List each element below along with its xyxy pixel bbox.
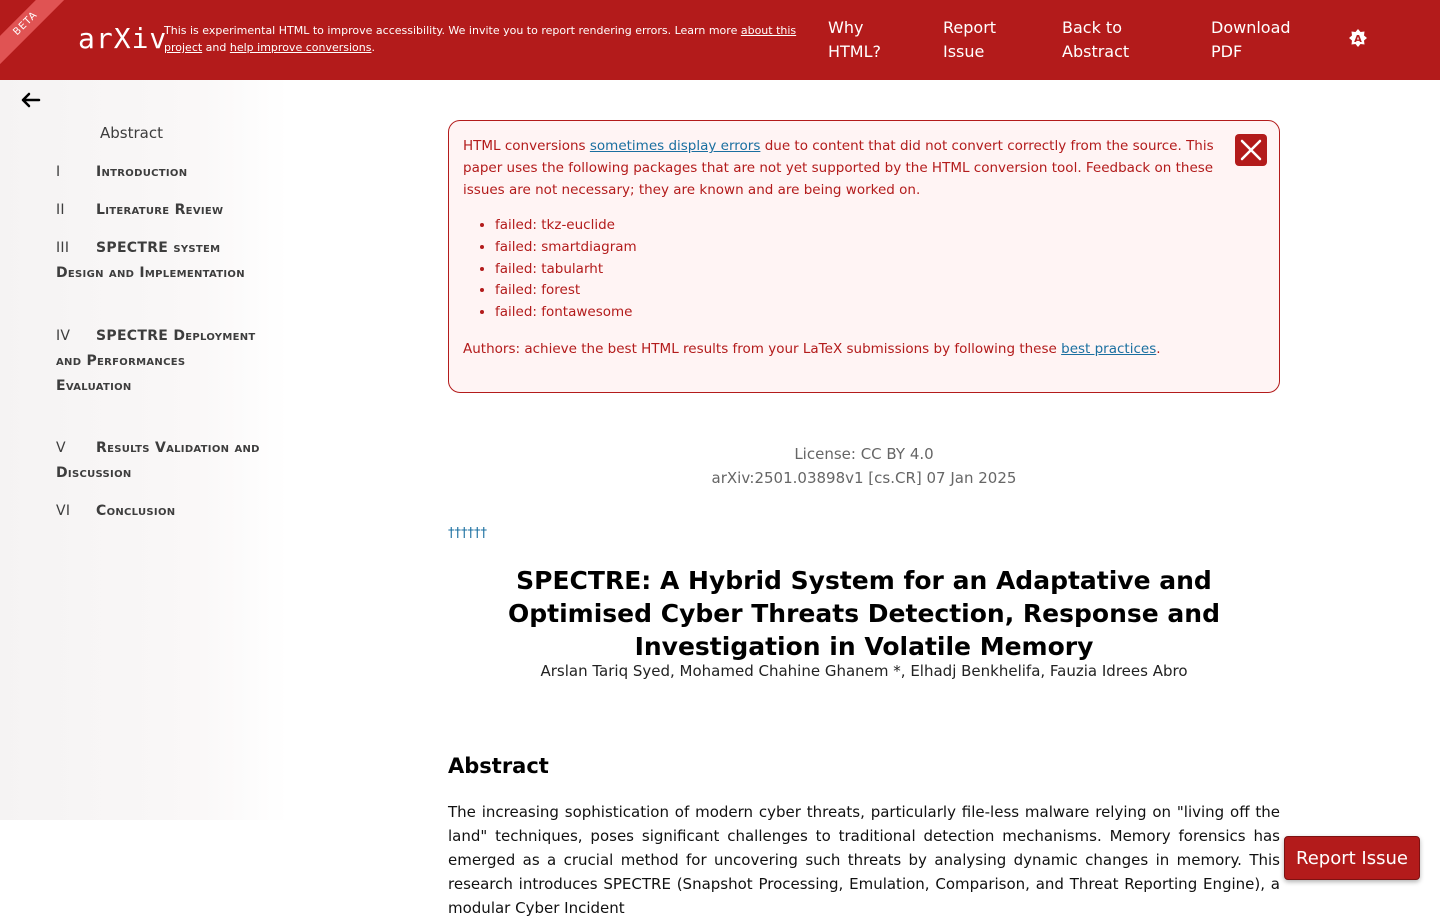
list-item: • failed: fontawesome [495,302,1265,324]
toc-item-introduction[interactable] [56,160,266,185]
list-item: • failed: smartdiagram [495,237,1265,259]
authors-advice-text: Authors: achieve the best HTML results from your LaTeX submissions by following these [463,340,1062,357]
beta-ribbon: BETA [0,0,75,73]
toc-num: VI [56,503,71,519]
toc-label: Conclusion [96,503,176,519]
notice-text-end: . [371,41,375,54]
arxiv-logo-text: arXiv [78,22,168,55]
toc-item-deployment[interactable] [56,324,266,399]
toc-label: Results Validation and Discussion [56,440,260,481]
toc-item-results[interactable] [56,436,266,486]
collapse-toc-arrow-icon[interactable] [20,90,42,110]
warning-text: HTML conversions [463,138,590,154]
footnote-marks[interactable]: †††††† [448,526,487,541]
conversion-warning-box [448,120,1280,393]
report-issue-link[interactable] [943,16,996,64]
experimental-notice [164,22,814,56]
toc-item-conclusion[interactable] [56,499,266,524]
report-line2: Issue [943,42,985,61]
report-issue-button[interactable]: Report Issue [1284,836,1420,880]
why-html-line2: HTML? [828,42,882,61]
close-icon [1235,134,1267,166]
display-errors-link[interactable]: sometimes display errors [589,138,761,154]
toc-item-system-design[interactable] [56,236,266,286]
authors-advice [463,338,1265,360]
toc-sidebar [0,80,288,820]
toc-num: II [56,202,65,218]
notice-text-mid: and [202,41,230,54]
toc-label: SPECTRE system Design and Implementation [56,240,245,281]
back-line2: Abstract [1062,42,1130,61]
abstract-text: The increasing sophistication of modern cyber threats, particularly file-less malware relying on "living off the land" techniques, poses significant challenges to traditional detection mechanisms. Memory forensics has emerged as a crucial method for uncovering such threats by analysing dynamic changes in memory. This research introduces SPECTRE (Snapshot Processing, Emulation, Comparison, and Threat Reporting Engine), a modular Cyber Incident [448,803,1280,917]
download-pdf-link[interactable] [1211,16,1291,64]
back-to-abstract-link[interactable] [1062,16,1129,64]
warning-intro [463,135,1223,201]
help-improve-link[interactable]: help improve conversions [229,41,372,54]
back-line1: Back to [1062,18,1122,37]
toc-label: Literature Review [96,202,224,218]
svg-text:A: A [1354,34,1362,45]
list-item: • failed: tkz-euclide [495,215,1265,237]
toc-num: IV [56,328,71,344]
report-line1: Report [943,18,997,37]
abstract-heading: Abstract [448,754,549,778]
notice-text: This is experimental HTML to improve accessibility. We invite you to report rendering errors. Learn more [164,24,741,37]
toc-abstract[interactable]: Abstract [100,124,163,142]
why-html-line1: Why [828,18,864,37]
failed-packages-list [495,215,1265,324]
paper-title: SPECTRE: A Hybrid System for an Adaptative and Optimised Cyber Threats Detection, Response and Investigation in Volatile Memory [508,566,1220,661]
list-item: • failed: forest [495,280,1265,302]
license-text: License: CC BY 4.0 [794,445,934,463]
authors-advice-end: . [1156,340,1161,357]
theme-toggle-icon[interactable] [1348,28,1368,48]
best-practices-link[interactable]: best practices [1061,340,1157,357]
toc-item-literature-review[interactable] [56,198,266,223]
toc-num: I [56,164,61,180]
toc-label: Introduction [96,164,188,180]
toc-num: III [56,240,70,256]
toc-num: V [56,440,66,456]
paper-authors: Arslan Tariq Syed, Mohamed Chahine Ghanem *, Elhadj Benkhelifa, Fauzia Idrees Abro [540,662,1188,680]
arxiv-logo[interactable] [78,22,168,58]
list-item: • failed: tabularht [495,259,1265,281]
download-line2: PDF [1211,42,1243,61]
download-line1: Download [1211,18,1291,37]
close-warning-button[interactable] [1235,134,1267,166]
toc-label: SPECTRE Deployment and Performances Evaluation [56,328,256,394]
top-banner [0,0,1440,80]
why-html-link[interactable] [828,16,881,64]
about-project-link[interactable]: about this project [164,24,797,54]
arxiv-id: arXiv:2501.03898v1 [cs.CR] 07 Jan 2025 [711,469,1017,487]
warning-text-rest: due to content that did not convert correctly from the source. This paper uses the following packages that are not yet supported by the HTML conversion tool. Feedback on these issues are not necessary; they are known and are being worked on. [463,138,1214,198]
